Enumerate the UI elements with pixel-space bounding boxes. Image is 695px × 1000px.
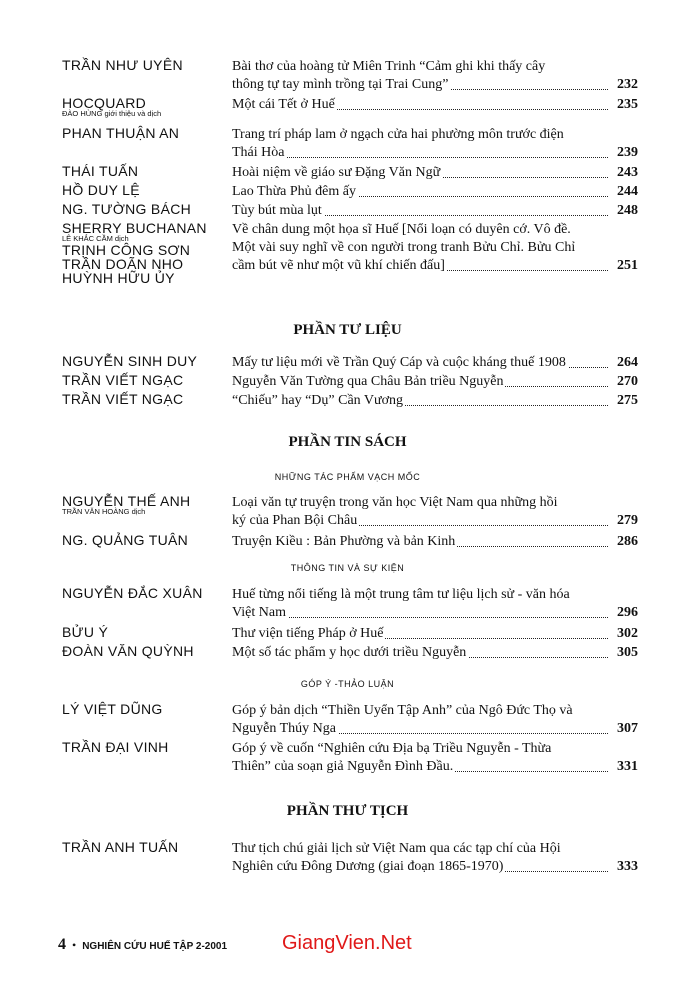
page-number: 270 bbox=[608, 373, 638, 391]
author-name: TRẦN NHƯ UYÊN bbox=[62, 57, 183, 73]
section-heading-tu-lieu: PHẦN TƯ LIỆU bbox=[293, 322, 402, 338]
article-title[interactable] bbox=[232, 221, 638, 275]
author-block bbox=[62, 586, 232, 600]
page-number: 251 bbox=[608, 257, 638, 275]
site-watermark: GiangVien.Net bbox=[282, 932, 412, 954]
title-line: Nguyễn Văn Tường qua Châu Bản triều Nguyễn bbox=[232, 374, 504, 389]
title-line: Thư tịch chú giải lịch sử Việt Nam qua các tạp chí của Hội bbox=[232, 841, 561, 856]
title-line: Thái Hòa bbox=[232, 145, 285, 160]
article-title[interactable] bbox=[232, 533, 638, 551]
author-name: TRẦN ĐẠI VINH bbox=[62, 739, 169, 755]
author-name: SHERRY BUCHANAN bbox=[62, 220, 207, 236]
page-number: 264 bbox=[608, 354, 638, 372]
article-title[interactable] bbox=[232, 96, 638, 114]
author-name: TRẦN VIẾT NGẠC bbox=[62, 372, 184, 388]
title-line: thông tự tay mình trồng tại Trai Cung” bbox=[232, 77, 449, 92]
section-heading-tin-sach: PHẦN TIN SÁCH bbox=[288, 434, 407, 450]
page-number: 296 bbox=[608, 604, 638, 622]
article-title[interactable] bbox=[232, 625, 638, 643]
author-name: BỬU Ý bbox=[62, 624, 109, 640]
section-heading-thu-tich: PHẦN THƯ TỊCH bbox=[286, 803, 409, 819]
page-number: 333 bbox=[608, 858, 638, 876]
translator-credit: TRẦN VĂN HOÀNG dịch bbox=[62, 507, 146, 516]
author-block bbox=[62, 58, 232, 72]
page-number: 305 bbox=[608, 644, 638, 662]
title-line: Việt Nam bbox=[232, 605, 286, 620]
author-name: HỒ DUY LỆ bbox=[62, 182, 140, 198]
subsection-heading-vach-moc: NHỮNG TÁC PHẨM VẠCH MỐC bbox=[274, 472, 421, 482]
footer-bullet: • bbox=[72, 938, 77, 952]
page-number: 232 bbox=[608, 76, 638, 94]
title-line: Loại văn tự truyện trong văn học Việt Nam qua những hồi bbox=[232, 495, 558, 510]
article-title[interactable] bbox=[232, 494, 638, 530]
author-name: THÁI TUẤN bbox=[62, 163, 139, 179]
author-name: LÝ VIỆT DŨNG bbox=[62, 701, 163, 717]
page-footer bbox=[58, 936, 227, 954]
title-line: Thiên” của soạn giả Nguyễn Đình Đầu. bbox=[232, 759, 454, 774]
author-block bbox=[62, 840, 232, 854]
page-number: 286 bbox=[608, 533, 638, 551]
page-number: 331 bbox=[608, 758, 638, 776]
page-number: 302 bbox=[608, 625, 638, 643]
author-name: TRẦN ANH TUẤN bbox=[62, 839, 179, 855]
author-name: NGUYỄN THẾ ANH bbox=[62, 493, 191, 509]
translator-credit: ĐÀO HÙNG giới thiệu và dịch bbox=[62, 109, 162, 118]
author-name: NG. TƯỜNG BÁCH bbox=[62, 201, 192, 217]
page-number: 243 bbox=[608, 164, 638, 182]
author-block bbox=[62, 702, 232, 716]
author-block bbox=[62, 494, 232, 516]
article-title[interactable] bbox=[232, 202, 638, 220]
title-line: Thư viện tiếng Pháp ở Huế bbox=[232, 626, 384, 641]
author-block bbox=[62, 183, 232, 197]
author-name: NGUYỄN ĐẮC XUÂN bbox=[62, 585, 203, 601]
author-block bbox=[62, 392, 232, 406]
title-line: ký của Phan Bội Châu bbox=[232, 513, 358, 528]
author-name: TRẦN DOÃN NHO bbox=[62, 256, 184, 272]
author-block bbox=[62, 625, 232, 639]
subsection-heading-thong-tin: THÔNG TIN VÀ SỰ KIỆN bbox=[290, 563, 405, 573]
author-block bbox=[62, 164, 232, 178]
footer-page-number: 4 bbox=[58, 936, 66, 953]
author-name: TRẦN VIẾT NGẠC bbox=[62, 391, 184, 407]
title-line: Về chân dung một họa sĩ Huế [Nổi loạn có duyên cớ. Vô đề. bbox=[232, 222, 571, 237]
title-line: Góp ý bản dịch “Thiền Uyển Tập Anh” của Ngô Đức Thọ và bbox=[232, 703, 573, 718]
author-block bbox=[62, 373, 232, 387]
author-name: TRỊNH CÔNG SƠN bbox=[62, 242, 191, 258]
title-line: Một số tác phẩm y học dưới triều Nguyễn bbox=[232, 645, 467, 660]
title-line: Nghiên cứu Đông Dương (giai đoạn 1865-1970) bbox=[232, 859, 504, 874]
article-title[interactable] bbox=[232, 126, 638, 162]
author-name: HUỲNH HỮU ỦY bbox=[62, 270, 175, 286]
author-block bbox=[62, 533, 232, 547]
title-line: Hoài niệm về giáo sư Đặng Văn Ngữ bbox=[232, 165, 441, 180]
author-block bbox=[62, 126, 232, 140]
author-name: ĐOÀN VĂN QUỲNH bbox=[62, 643, 194, 659]
page-number: 239 bbox=[608, 144, 638, 162]
title-line: Trang trí pháp lam ở ngạch cửa hai phường môn trước điện bbox=[232, 127, 564, 142]
article-title[interactable] bbox=[232, 183, 638, 201]
title-line: Truyện Kiều : Bản Phường và bản Kinh bbox=[232, 534, 456, 549]
article-title[interactable] bbox=[232, 373, 638, 391]
author-name: PHAN THUẬN AN bbox=[62, 125, 180, 141]
article-title[interactable] bbox=[232, 164, 638, 182]
title-line: cầm bút vẽ như một vũ khí chiến đấu] bbox=[232, 258, 445, 273]
article-title[interactable] bbox=[232, 644, 638, 662]
article-title[interactable] bbox=[232, 58, 638, 94]
title-line: “Chiếu” hay “Dụ” Cần Vương bbox=[232, 393, 404, 408]
title-line: Góp ý về cuốn “Nghiên cứu Địa bạ Triều Nguyễn - Thừa bbox=[232, 741, 552, 756]
title-line: Bài thơ của hoàng tử Miên Trinh “Cảm ghi khi thấy cây bbox=[232, 59, 546, 74]
page-number: 244 bbox=[608, 183, 638, 201]
title-line: Một cái Tết ở Huế bbox=[232, 97, 335, 112]
author-block bbox=[62, 202, 232, 216]
title-line: Một vài suy nghĩ về con người trong tranh Bửu Chỉ. Bửu Chỉ bbox=[232, 240, 576, 255]
page-number: 248 bbox=[608, 202, 638, 220]
author-block bbox=[62, 740, 232, 754]
footer-journal-title: NGHIÊN CỨU HUẾ TẬP 2-2001 bbox=[82, 941, 228, 952]
article-title[interactable] bbox=[232, 840, 638, 876]
page-number: 307 bbox=[608, 720, 638, 738]
article-title[interactable] bbox=[232, 586, 638, 622]
author-name: HOCQUARD bbox=[62, 95, 147, 111]
title-line: Tùy bút mùa lụt bbox=[232, 203, 322, 218]
article-title[interactable] bbox=[232, 354, 638, 372]
title-line: Lao Thừa Phủ đêm ấy bbox=[232, 184, 356, 199]
article-title[interactable] bbox=[232, 392, 638, 410]
author-block bbox=[62, 221, 232, 285]
page-number: 235 bbox=[608, 96, 638, 114]
author-block bbox=[62, 354, 232, 368]
title-line: Huế từng nổi tiếng là một trung tâm tư liệu lịch sử - văn hóa bbox=[232, 587, 570, 602]
author-name: NGUYỄN SINH DUY bbox=[62, 353, 198, 369]
article-title[interactable] bbox=[232, 740, 638, 776]
title-line: Nguyễn Thúy Nga bbox=[232, 721, 336, 736]
translator-credit: LÊ KHẮC CẦM dịch bbox=[62, 234, 129, 243]
author-block bbox=[62, 644, 232, 658]
author-block bbox=[62, 96, 232, 118]
page-number: 279 bbox=[608, 512, 638, 530]
title-line: Mấy tư liệu mới về Trần Quý Cáp và cuộc kháng thuế 1908 bbox=[232, 355, 566, 370]
author-name: NG. QUẢNG TUÂN bbox=[62, 532, 189, 548]
article-title[interactable] bbox=[232, 702, 638, 738]
subsection-heading-gop-y: GÓP Ý -THẢO LUẬN bbox=[300, 679, 395, 689]
page-number: 275 bbox=[608, 392, 638, 410]
